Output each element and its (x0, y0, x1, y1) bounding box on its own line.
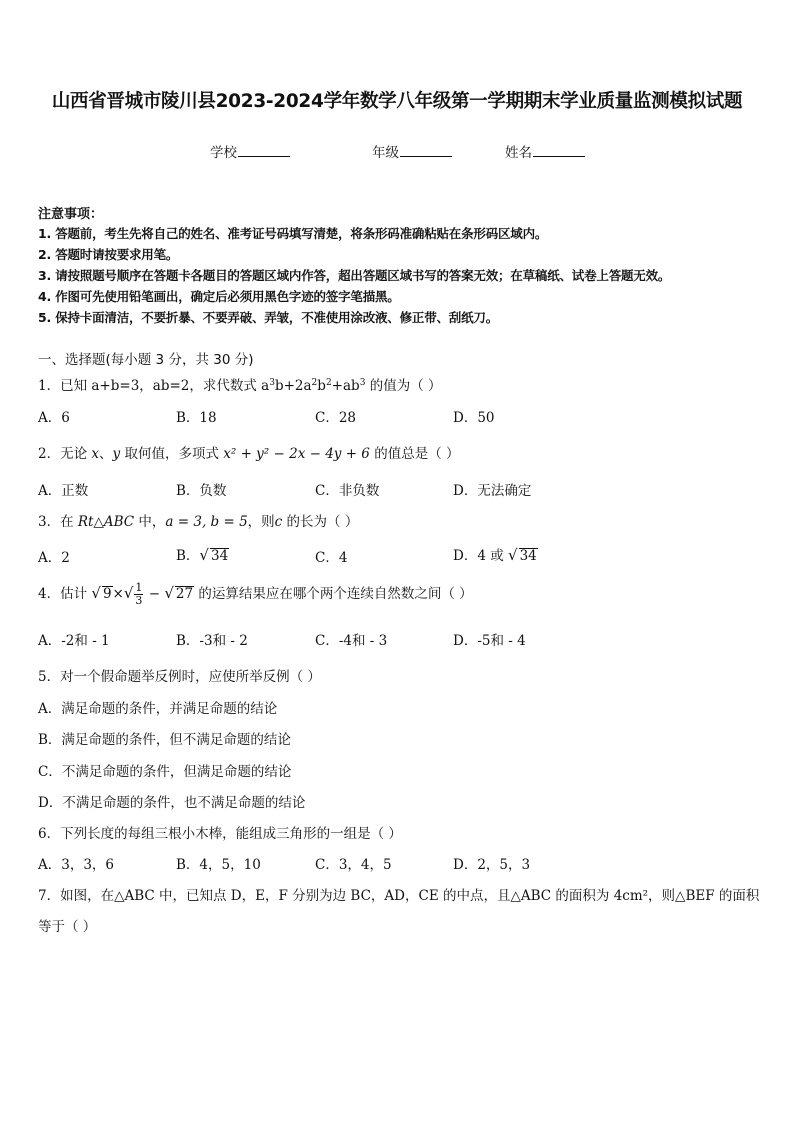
option-b[interactable]: B．满足命题的条件，但不满足命题的结论 (38, 732, 291, 748)
note-item: 1. 答题前，考生先将自己的姓名、准考证号码填写清楚，将条形码准确粘贴在条形码区域内。 (38, 226, 548, 241)
page-title: 山西省晋城市陵川县2023-2024学年数学八年级第一学期期末学业质量监测模拟试题 (51, 91, 743, 112)
option-a[interactable]: A．正数 (38, 483, 89, 499)
school-blank[interactable] (238, 142, 290, 157)
note-item: 3. 请按照题号顺序在答题卡各题目的答题区域内作答，超出答题区域书写的答案无效；在草稿纸、试卷上答题无效。 (38, 268, 671, 283)
option-b[interactable]: B．18 (176, 410, 217, 426)
note-item: 4. 作图可先使用铅笔画出，确定后必须用黑色字迹的签字笔描黑。 (38, 289, 400, 304)
question-6-stem: 6．下列长度的每组三根小木棒，能组成三角形的一组是（ ） (38, 826, 402, 842)
grade-blank[interactable] (400, 142, 452, 157)
polynomial: x² + y² − 2x − 4y + 6 (223, 446, 370, 462)
section-heading: 一、选择题(每小题 3 分，共 30 分) (38, 352, 254, 368)
school-label: 学校 (210, 145, 237, 161)
option-a[interactable]: A．6 (38, 410, 70, 426)
name-field[interactable] (505, 141, 585, 161)
option-c[interactable]: C．非负数 (315, 483, 380, 499)
option-b[interactable]: B．√ 34 (176, 546, 229, 564)
question-5-stem: 5．对一个假命题举反例时，应使所举反例（ ） (38, 669, 321, 685)
option-b[interactable]: B．4，5，10 (176, 857, 261, 873)
option-a[interactable]: A．-2和 - 1 (38, 633, 110, 649)
option-a[interactable]: A．3，3，6 (38, 857, 115, 873)
option-b[interactable]: B．负数 (176, 483, 227, 499)
option-a[interactable]: A．满足命题的条件，并满足命题的结论 (38, 701, 278, 717)
question-1-stem: 1．已知 a+b=3，ab=2，求代数式 $a^3b+2a^2b^2+ab^3$ 的值为（ ） (38, 378, 442, 394)
question-3-stem: 3．在 Rt△ABC 中，a = 3, b = 5，则c 的长为（ ） (38, 514, 359, 530)
question-7-stem-cont: 等于（ ） (38, 919, 97, 935)
question-4-stem: 4．估计 √ 9×√ $\frac{1}{3}$ − √ 27 的运算结果应在哪个两个连续自然数之间（ ） (38, 581, 473, 607)
option-c[interactable]: C．28 (315, 410, 357, 426)
option-c[interactable]: C．不满足命题的条件，但满足命题的结论 (38, 764, 292, 780)
note-item: 2. 答题时请按要求用笔。 (38, 247, 179, 262)
option-d[interactable]: D．不满足命题的条件，也不满足命题的结论 (38, 795, 306, 811)
option-d[interactable]: D．50 (453, 410, 495, 426)
grade-label: 年级 (372, 145, 399, 161)
question-7-stem: 7．如图，在△ABC 中，已知点 D，E，F 分别为边 BC，AD，CE 的中点，且△ABC 的面积为 4cm²，则△BEF 的面积 (38, 888, 760, 904)
grade-field[interactable] (372, 141, 452, 161)
option-c[interactable]: C．4 (315, 550, 348, 566)
notes-heading: 注意事项： (38, 207, 104, 222)
option-d[interactable]: D．4 或 √ 34 (453, 546, 537, 564)
option-d[interactable]: D．2，5，3 (453, 857, 531, 873)
school-field[interactable] (210, 141, 290, 161)
option-d[interactable]: D．-5和 - 4 (453, 633, 526, 649)
note-item: 5. 保持卡面清洁，不要折暴、不要弄破、弄皱，不准使用涂改液、修正带、刮纸刀。 (38, 310, 498, 325)
option-b[interactable]: B．-3和 - 2 (176, 633, 248, 649)
question-2-stem: 2．无论 x、y 取何值，多项式 x² + y² − 2x − 4y + 6 的值总是（ ） (38, 446, 460, 462)
option-c[interactable]: C．3，4，5 (315, 857, 392, 873)
option-d[interactable]: D．无法确定 (453, 483, 532, 499)
name-label: 姓名 (505, 145, 532, 161)
option-a[interactable]: A．2 (38, 550, 70, 566)
name-blank[interactable] (533, 142, 585, 157)
option-c[interactable]: C．-4和 - 3 (315, 633, 388, 649)
